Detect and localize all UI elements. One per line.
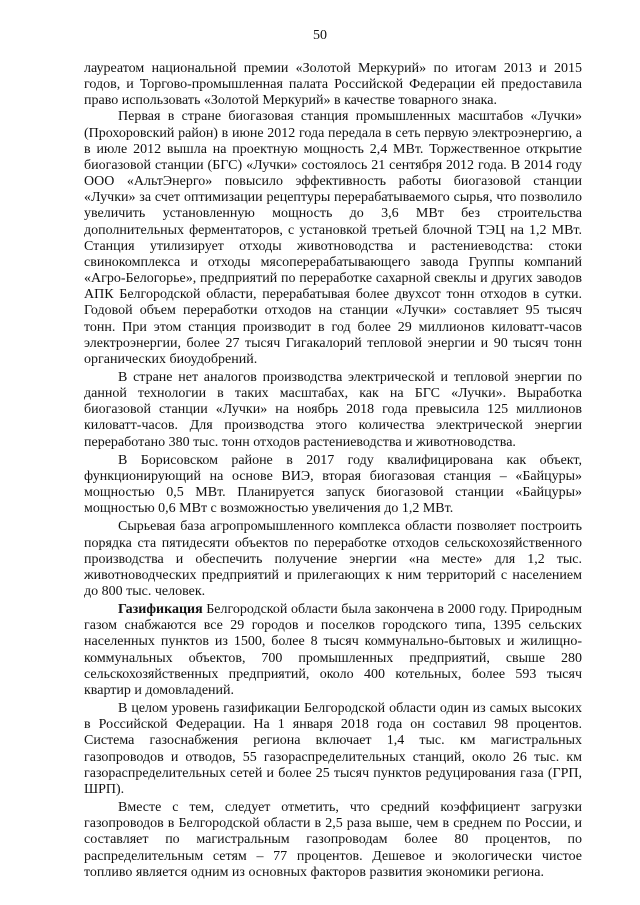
paragraph-gasification-level: В целом уровень газификации Белгородской области один из самых высоких в Российской Федерации. На 1 января 2018 года он составил 98 процентов. Система газоснабжения региона включает 1,4 тыс. км магистральных газопроводов и отводов, 55 газораспределительных станций, около 26 тыс. км газораспределительных сетей и более 25 тысяч пунктов редуцирования газа (ГРП, ШРП). (84, 701, 582, 797)
paragraph-baitsury: В Борисовском районе в 2017 году квалифицирована как объект, функционирующий на основе ВИЭ, вторая биогазовая станция – «Байцуры» мощностью 0,5 МВт. Планируется запуск биогазовой станции «Байцуры» мощностью 0,6 МВт с возможностью увеличения до 1,2 МВт. (84, 452, 582, 517)
paragraph-biogas-luchki: Первая в стране биогазовая станция промышленных масштабов «Лучки» (Прохоровский район) в июне 2012 года передала в сеть первую электроэнергию, а в июле 2012 вышла на проектную мощность 2,4 МВт. Торжественное открытие биогазовой станции (БГС) «Лучки» состоялось 21 сентября 2012 года. В 2014 году ООО «АльтЭнерго» повысило эффективность работы биогазовой станции «Лучки» за счет оптимизации рецептуры перерабатываемого сырья, что позволило увеличить установленную мощность до 3,6 МВт без строительства дополнительных ферментаторов, с установкой третьей блочной ТЭЦ на 1,2 МВт. Станция утилизирует отходы животноводства и растениеводства: стоки свинокомплекса и отходы мясоперерабатывающего завода Группы компаний «Агро-Белогорье», предприятий по переработке сахарной свеклы и других заводов АПК Белгородской области, перерабатывая более двухсот тонн отходов в сутки. Годовой объем переработки отходов на станции «Лучки» составляет 95 тысяч тонн. При этом станция производит в год более 29 миллионов киловатт-часов электроэнергии, более 27 тысяч Гигакалорий тепловой энергии и 90 тысяч тонн органических биоудобрений. (84, 109, 582, 367)
gasification-text: Белгородской области была закончена в 2000 году. Природным газом снабжаются все 29 городов и поселков городского типа, 1395 сельских населенных пунктов из 1500, более 8 тысяч коммунально-бытовых и жилищно-коммунальных объектов, 700 промышленных предприятий, свыше 280 сельскохозяйственных предприятий, около 400 котельных, более 593 тысяч квартир и домовладений. (84, 602, 582, 698)
paragraph-gasification (84, 602, 582, 699)
gasification-bold-term: Газификация (118, 602, 203, 618)
paragraph-award-continuation: лауреатом национальной премии «Золотой Меркурий» по итогам 2013 и 2015 годов, и Торгово-промышленная палата Российской Федерации ей предоставила право использовать «Золотой Меркурий» в качестве товарного знака. (84, 61, 582, 109)
page-number: 50 (313, 28, 327, 43)
paragraph-raw-material-base: Сырьевая база агропромышленного комплекса области позволяет построить порядка ста пятидесяти объектов по переработке отходов сельскохозяйственного производства и обеспечить получение энергии «на месте» для 1,2 тыс. животноводческих предприятий и прилегающих к ним территорий с населением до 800 тыс. человек. (84, 519, 582, 599)
body-text (84, 61, 582, 881)
paragraph-no-analogues: В стране нет аналогов производства электрической и тепловой энергии по данной технологии в таких масштабах, как на БГС «Лучки». Выработка биогазовой станции «Лучки» на ноябрь 2018 года превысила 125 миллионов киловатт-часов. Для производства этого количества электрической энергии переработано 380 тыс. тонн отходов растениеводства и животноводства. (84, 369, 582, 450)
paragraph-pipeline-load: Вместе с тем, следует отметить, что средний коэффициент загрузки газопроводов в Белгородской области в 2,5 раза выше, чем в среднем по России, и составляет по магистральным газопроводам более 80 процентов, по распределительным сетям – 77 процентов. Дешевое и экологически чистое топливо является одним из основных факторов развития экономики региона. (84, 800, 582, 880)
